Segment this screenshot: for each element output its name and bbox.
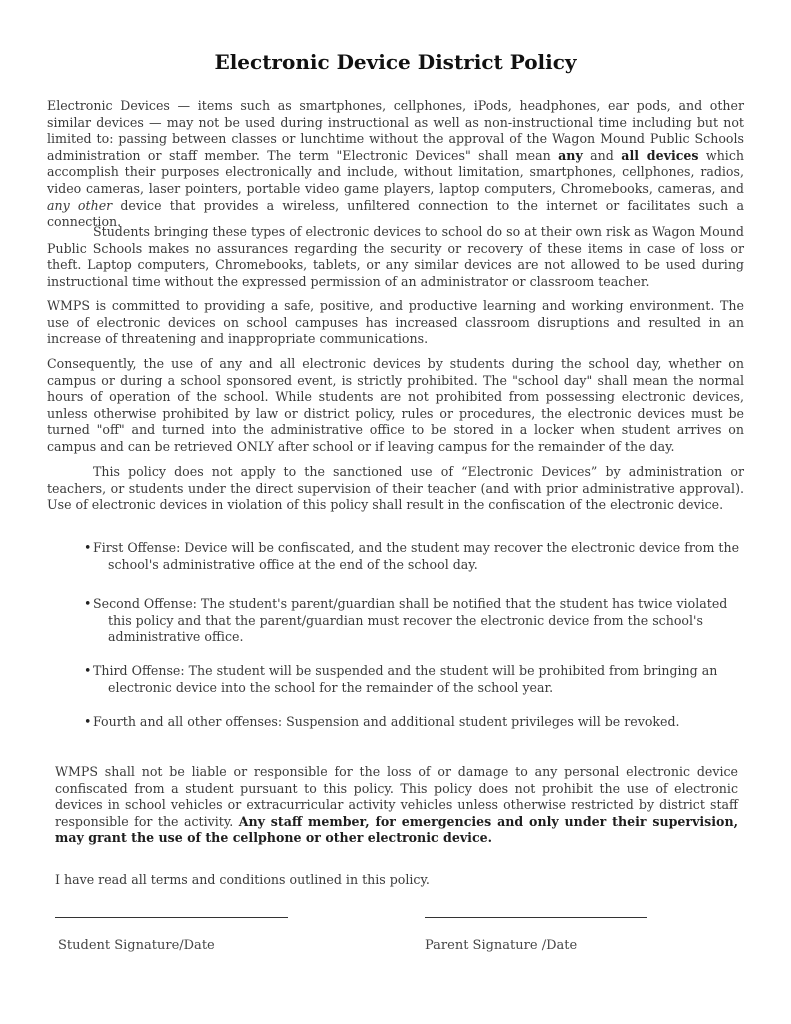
parent-signature-label: Parent Signature /Date [425, 938, 578, 953]
student-signature-line[interactable] [55, 917, 288, 918]
offense-fourth-text: Fourth and all other offenses: Suspension and additional student privileges will be revoked. [93, 714, 680, 729]
student-signature-label: Student Signature/Date [58, 938, 215, 953]
offense-fourth [84, 714, 744, 731]
offense-first [84, 540, 744, 573]
definition-emphasis-any-other: any other [47, 197, 113, 213]
bullet-icon: • [84, 596, 92, 611]
definition-paragraph [47, 98, 744, 231]
risk-paragraph: Students bringing these types of electronic devices to school do so at their own risk as Wagon Mound Public Schools makes no assurances regarding the security or recovery of these items in case of loss or theft. Laptop computers, Chromebooks, tablets, or any similar devices are not allowed to be used during instructional time without the expressed permission of an administrator or classroom teacher. [47, 224, 744, 289]
definition-emphasis-all-devices: all devices [621, 147, 699, 163]
page-title: Electronic Device District Policy [214, 50, 577, 74]
bullet-icon: • [84, 540, 92, 555]
definition-text: Electronic Devices — items such as smartphones, cellphones, iPods, headphones, ear pods, and other similar devices — may not be used during instructional as well as non-instructional time including but not limited to: passing between classes or lunchtime without the approval of the Wagon Mound Public Schools administration or staff member. The term "Electronic Devices" shall mean [47, 98, 744, 163]
bullet-icon: • [84, 663, 92, 678]
prohibition-paragraph: Consequently, the use of any and all electronic devices by students during the school day, whether on campus or during a school sponsored event, is strictly prohibited. The "school day" shall mean the normal hours of operation of the school. While students are not prohibited from possessing electronic devices, unless otherwise prohibited by law or district policy, rules or procedures, the electronic devices must be turned "off" and turned into the administrative office to be stored in a locker when student arrives on campus and can be retrieved ONLY after school or if leaving campus for the remainder of the day. [47, 356, 744, 454]
definition-text-and: and [582, 147, 622, 163]
definition-emphasis-any: any [558, 147, 583, 163]
exception-paragraph: This policy does not apply to the sanctioned use of “Electronic Devices” by administration or teachers, or students under the direct supervision of their teacher (and with prior administrative approval). Use of electronic devices in violation of this policy shall result in the confiscation of the electronic device. [47, 464, 744, 513]
definition-text-end: device that provides a wireless, unfiltered connection to the internet or facilitates such a connection. [47, 197, 744, 230]
offense-second [84, 596, 744, 646]
acknowledgement-text: I have read all terms and conditions outlined in this policy. [55, 872, 430, 887]
offense-third [84, 663, 744, 696]
bullet-icon: • [84, 714, 92, 729]
offense-first-text: First Offense: Device will be confiscated, and the student may recover the electronic device from the school's administrative office at the end of the school day. [93, 540, 740, 572]
liability-text: WMPS shall not be liable or responsible for the loss of or damage to any personal electronic device confiscated from a student pursuant to this policy. This policy does not prohibit the use of electronic devices in school vehicles or extracurricular activity vehicles unless otherwise restricted by district staff responsible for the activity. [55, 764, 738, 829]
definition-text-list: which accomplish their purposes electronically and include, without limitation, smartphones, cellphones, radios, video cameras, laser pointers, portable video game players, laptop computers, Chromebooks, cameras, and [47, 147, 744, 196]
liability-paragraph [55, 764, 738, 847]
liability-emphasis: Any staff member, for emergencies and only under their supervision, may grant the use of the cellphone or other electronic device. [55, 813, 738, 846]
commitment-paragraph: WMPS is committed to providing a safe, positive, and productive learning and working environment. The use of electronic devices on school campuses has increased classroom disruptions and resulted in an increase of threatening and inappropriate communications. [47, 298, 744, 347]
offense-third-text: Third Offense: The student will be suspended and the student will be prohibited from bringing an electronic device into the school for the remainder of the school year. [93, 663, 718, 695]
parent-signature-line[interactable] [425, 917, 647, 918]
offense-second-text: Second Offense: The student's parent/guardian shall be notified that the student has twice violated this policy and that the parent/guardian must recover the electronic device from the school's administrative office. [93, 596, 728, 645]
